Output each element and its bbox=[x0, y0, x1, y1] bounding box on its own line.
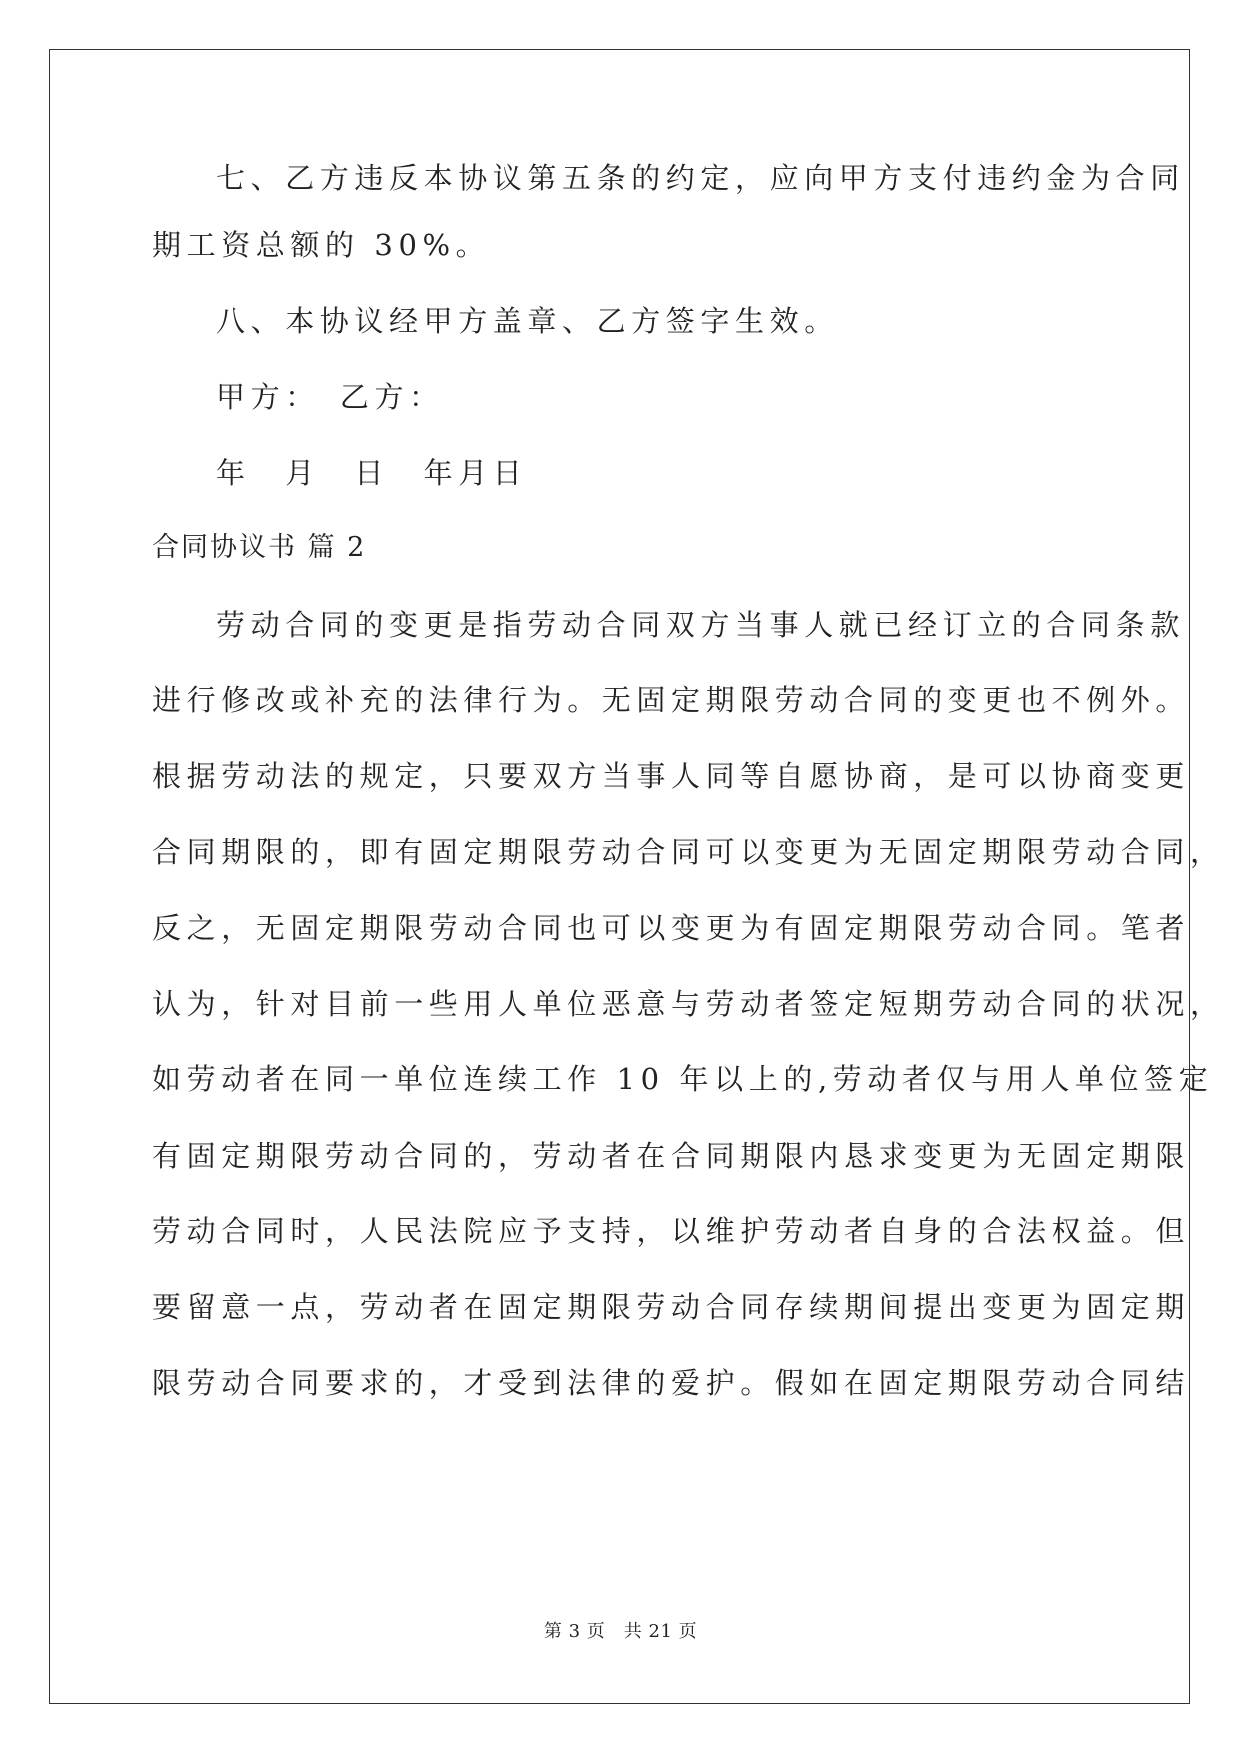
paragraph-line: 八、本协议经甲方盖章、乙方签字生效。 bbox=[216, 304, 839, 338]
paragraph-line: 根据劳动法的规定，只要双方当事人同等自愿协商，是可以协商变更 bbox=[152, 759, 1191, 793]
paragraph-line: 有固定期限劳动合同的，劳动者在合同期限内恳求变更为无固定期限 bbox=[152, 1139, 1191, 1173]
paragraph-line: 劳动合同时，人民法院应予支持，以维护劳动者自身的合法权益。但 bbox=[152, 1214, 1191, 1248]
paragraph-line: 劳动合同的变更是指劳动合同双方当事人就已经订立的合同条款 bbox=[216, 608, 1185, 642]
page-border bbox=[49, 49, 1190, 1704]
paragraph-line: 七、乙方违反本协议第五条的约定，应向甲方支付违约金为合同 bbox=[216, 161, 1185, 195]
paragraph-line: 反之，无固定期限劳动合同也可以变更为有固定期限劳动合同。笔者 bbox=[152, 911, 1191, 945]
page-number-footer: 第 3 页 共 21 页 bbox=[543, 1621, 698, 1642]
paragraph-line: 期工资总额的 30%。 bbox=[152, 228, 491, 262]
signature-date: 年 月 日 年月日 bbox=[216, 456, 528, 490]
paragraph-line: 如劳动者在同一单位连续工作 10 年以上的,劳动者仅与用人单位签定 bbox=[152, 1062, 1214, 1096]
paragraph-line: 合同期限的，即有固定期限劳动合同可以变更为无固定期限劳动合同， bbox=[152, 835, 1225, 869]
signature-parties: 甲方： 乙方： bbox=[216, 380, 444, 414]
paragraph-line: 认为，针对目前一些用人单位恶意与劳动者签定短期劳动合同的状况， bbox=[152, 987, 1225, 1021]
paragraph-line: 要留意一点，劳动者在固定期限劳动合同存续期间提出变更为固定期 bbox=[152, 1290, 1191, 1324]
section-heading: 合同协议书 篇 2 bbox=[152, 532, 367, 563]
paragraph-line: 进行修改或补充的法律行为。无固定期限劳动合同的变更也不例外。 bbox=[152, 683, 1191, 717]
paragraph-line: 限劳动合同要求的，才受到法律的爱护。假如在固定期限劳动合同结 bbox=[152, 1366, 1191, 1400]
